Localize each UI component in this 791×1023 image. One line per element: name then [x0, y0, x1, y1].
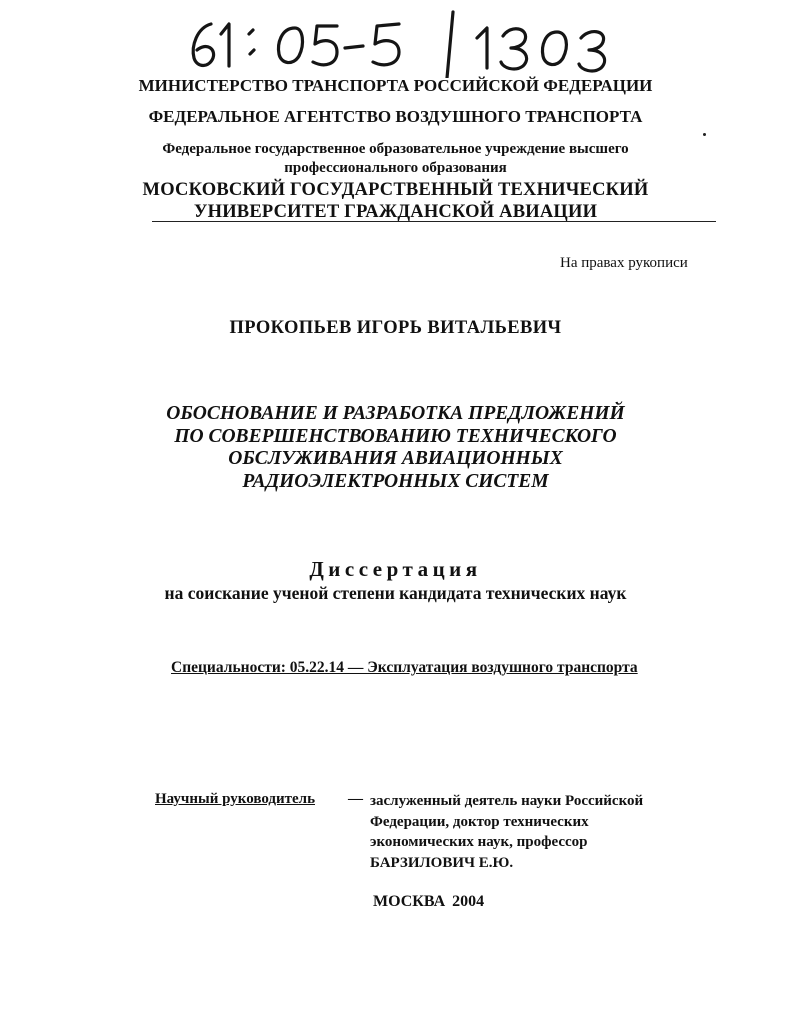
university-line-2: УНИВЕРСИТЕТ ГРАЖДАНСКОЙ АВИАЦИИ	[193, 202, 598, 222]
dissertation-title	[0, 403, 791, 493]
title-line-1: ОБОСНОВАНИЕ И РАЗРАБОТКА ПРЕДЛОЖЕНИЙ	[166, 403, 625, 424]
supervisor-name: БАРЗИЛОВИЧ Е.Ю.	[370, 854, 514, 871]
title-line-4: РАДИОЭЛЕКТРОННЫХ СИСТЕМ	[242, 470, 549, 492]
institution-line-1: Федеральное государственное образовательное учреждение высшего	[162, 141, 629, 157]
institution-name	[0, 140, 791, 178]
manuscript-note: На правах рукописи	[560, 255, 688, 271]
stray-dot-mark	[703, 133, 706, 136]
author-name: ПРОКОПЬЕВ ИГОРЬ ВИТАЛЬЕВИЧ	[229, 318, 562, 338]
supervisor-dash: —	[348, 791, 363, 807]
title-line-3: ОБСЛУЖИВАНИЯ АВИАЦИОННЫХ	[228, 448, 563, 469]
place-and-year: МОСКВА 2004	[373, 893, 485, 910]
degree-statement: на соискание ученой степени кандидата технических наук	[164, 583, 627, 603]
supervisor-line-3: экономических наук, профессор	[370, 834, 588, 850]
specialty-line: Специальности: 05.22.14 — Эксплуатация воздушного транспорта	[171, 659, 638, 676]
institution-line-2: профессионального образования	[284, 160, 507, 176]
university-line-1: МОСКОВСКИЙ ГОСУДАРСТВЕННЫЙ ТЕХНИЧЕСКИЙ	[142, 180, 649, 200]
header-divider	[152, 221, 716, 222]
title-line-2: ПО СОВЕРШЕНСТВОВАНИЮ ТЕХНИЧЕСКОГО	[174, 425, 617, 447]
supervisor-label: Научный руководитель	[155, 791, 315, 807]
supervisor-line-2: Федерации, доктор технических	[370, 813, 589, 830]
supervisor-details	[370, 791, 643, 873]
ministry-name: МИНИСТЕРСТВО ТРАНСПОРТА РОССИЙСКОЙ ФЕДЕРАЦИИ	[138, 76, 653, 95]
supervisor-line-1: заслуженный деятель науки Российской	[370, 793, 644, 809]
handwritten-archive-code	[185, 8, 625, 78]
university-name	[0, 179, 791, 223]
agency-name: ФЕДЕРАЛЬНОЕ АГЕНТСТВО ВОЗДУШНОГО ТРАНСПОРТА	[148, 107, 643, 126]
dissertation-label: Диссертация	[309, 557, 482, 581]
